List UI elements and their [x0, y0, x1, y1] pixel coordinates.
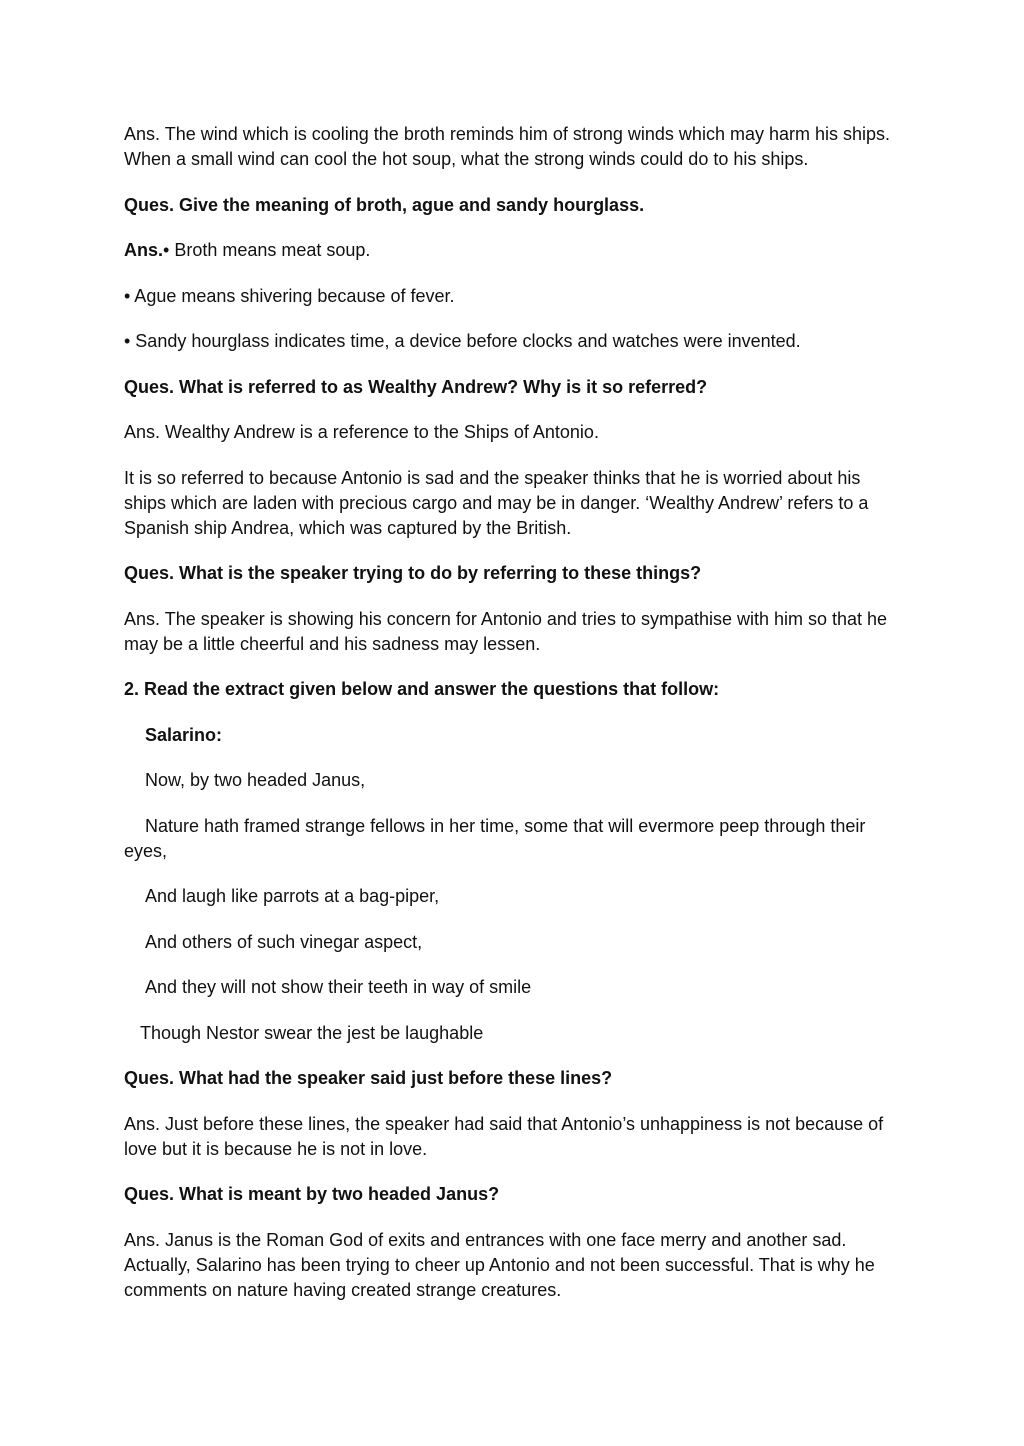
bullet-text: • Broth means meat soup. [163, 240, 371, 260]
extract-line: Now, by two headed Janus, [145, 770, 366, 790]
answer-bullet [124, 238, 904, 263]
extract-line: And others of such vinegar aspect, [145, 931, 423, 952]
answer-bullet: • Ague means shivering because of fever. [124, 285, 455, 306]
question-heading: Ques. Give the meaning of broth, ague and sandy hourglass. [124, 194, 645, 215]
answer-label: Ans. [124, 240, 164, 260]
answer-paragraph: Ans. Just before these lines, the speaker had said that Antonio’s unhappiness is not because of love but it is because he is not in love. [124, 1113, 884, 1159]
section-heading: 2. Read the extract given below and answer the questions that follow: [124, 679, 720, 699]
extract-speaker: Salarino: [145, 724, 223, 745]
answer-bullet: • Sandy hourglass indicates time, a device before clocks and watches were invented. [124, 331, 801, 351]
question-heading: Ques. What is the speaker trying to do by referring to these things? [124, 563, 702, 583]
answer-paragraph: Ans. The wind which is cooling the broth reminds him of strong winds which may harm his ships. When a small wind can cool the hot soup, what the strong winds could do to his ships. [124, 124, 891, 169]
answer-paragraph: Ans. Wealthy Andrew is a reference to the Ships of Antonio. [124, 422, 599, 442]
extract-line: Though Nestor swear the jest be laughable [140, 1022, 484, 1043]
extract-line [124, 814, 904, 864]
question-heading: Ques. What had the speaker said just before these lines? [124, 1068, 613, 1088]
answer-paragraph: Ans. Janus is the Roman God of exits and entrances with one face merry and another sad. Actually, Salarino has been trying to cheer up Antonio and not been successful. That is why he comments on nature having created strange creatures. [124, 1229, 875, 1300]
question-heading: Ques. What is referred to as Wealthy Andrew? Why is it so referred? [124, 376, 708, 397]
document-page [124, 122, 904, 1323]
extract-line-text: Nature hath framed strange fellows in her time, some that will evermore peep through their eyes, [124, 815, 866, 861]
extract-line: And they will not show their teeth in way of smile [145, 977, 532, 997]
extract-line: And laugh like parrots at a bag-piper, [145, 886, 440, 906]
answer-paragraph: Ans. The speaker is showing his concern for Antonio and tries to sympathise with him so that he may be a little cheerful and his sadness may lessen. [124, 608, 888, 654]
answer-paragraph: It is so referred to because Antonio is sad and the speaker thinks that he is worried about his ships which are laden with precious cargo and may be in danger. ‘Wealthy Andrew’ refers to a Spanish ship Andrea, which was captured by the British. [124, 467, 869, 538]
question-heading: Ques. What is meant by two headed Janus? [124, 1184, 500, 1204]
